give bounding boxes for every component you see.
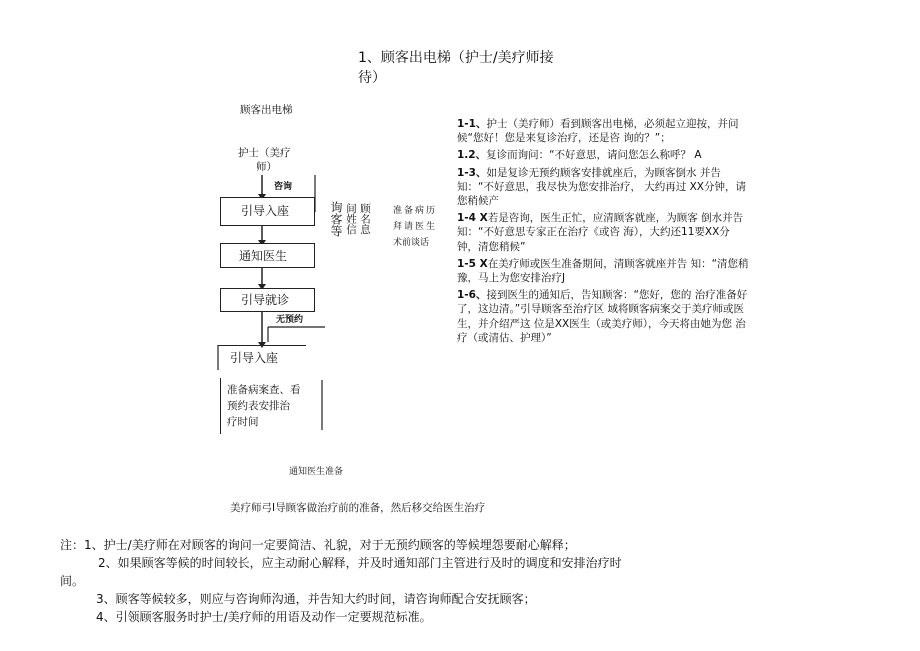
prepare-records-line-3: 术前谈话 xyxy=(393,238,430,248)
prepare-records-note xyxy=(393,203,437,251)
nurse-label-line-1: 护士（美疗 xyxy=(238,147,291,159)
step-item xyxy=(457,257,749,285)
flow-box-seat-label: 引导入座 xyxy=(241,204,290,218)
step-text: 如是复诊无预约顾客安排就座后，为顾客倒水 并告知：“不好意思，我尽快为您安排治疗， 大约再过 XX分钟，请您稍候产 xyxy=(457,166,747,208)
consult-arrow-note: 咨询 xyxy=(274,182,293,192)
prepare-records-line-2: 拜请医生 xyxy=(393,222,438,232)
note-2-cont: 间。 xyxy=(60,574,85,588)
notify-doctor-prep: 通知医生准备 xyxy=(289,467,344,477)
col-customer-info: 顾名息 xyxy=(359,203,371,235)
step-item xyxy=(457,148,749,162)
flow-box-seat2-label: 引导入座 xyxy=(230,351,279,365)
flow-box-seat2 xyxy=(218,345,306,365)
flow-box-prepare xyxy=(220,378,319,434)
step-item xyxy=(457,288,749,345)
note-1 xyxy=(60,536,850,554)
step-text: 复诊而询问：“不好意思，请问您怎么称呼？ A xyxy=(486,149,702,162)
prepare-line-1: 准备病案查、看 xyxy=(227,384,301,396)
flow-box-guide xyxy=(220,288,315,312)
steps-list xyxy=(457,117,749,348)
step-number: 1-3、 xyxy=(457,166,487,179)
flow-box-notify xyxy=(220,243,315,268)
step-number: 1-4 X xyxy=(457,212,488,225)
note-2: 2、如果顾客等候的时间较长，应主动耐心解释，并及时通知部门主管进行及时的调度和安排治疗时 xyxy=(98,556,622,570)
step-item xyxy=(457,117,749,145)
step-number: 1.2、 xyxy=(457,149,487,162)
prepare-line-3: 疗时间 xyxy=(227,416,259,428)
step-item xyxy=(457,166,749,209)
step-text: 护士（美疗师）看到顾客出电梯，必须起立迎按，并问候“您好！您是来复诊治疗，还是咨 询的？”； xyxy=(457,118,739,145)
nurse-label-line-2: 师） xyxy=(256,161,277,173)
flow-start-label: 顾客出电梯 xyxy=(240,104,293,116)
title-line-2: 待） xyxy=(358,70,386,86)
flow-box-guide-label: 引导就诊 xyxy=(241,293,290,307)
step-text: 若是咨询，医生正忙，应清顾客就座，为顾客 倒水并告知：“不好意思专家正在治疗《或咨 海），大约还11要XX分钟，清您稍候” xyxy=(457,212,744,253)
bottom-caption: 美疗师弓I导顾客做治疗前的准备，然后移交给医生治疗 xyxy=(230,502,486,514)
note-4: 4、引领顾客服务时护士/美疗师的用语及动作一定要规范标准。 xyxy=(96,610,432,624)
step-number: 1-6、 xyxy=(457,289,487,302)
flow-box-seat xyxy=(220,197,315,226)
note-3: 3、顾客等候较多，则应与咨询师沟通，并告知大约时间，请咨询师配合安抚顾客； xyxy=(96,592,536,606)
flow-box-notify-label: 通知医生 xyxy=(239,249,288,263)
no-appointment-label: 无预约 xyxy=(276,315,304,325)
page-title xyxy=(358,48,573,88)
step-text: 在美疗师或医生准备期间，清顾客就座并告 知：“清您稍豫，马上为您安排治疗J xyxy=(457,257,749,285)
col-time-name: 间姓信 xyxy=(345,203,357,235)
step-number: 1-5 X xyxy=(457,257,488,270)
flow-box-prepare-text xyxy=(221,378,319,430)
note-1-text: 1、护士/美疗师在对顾客的询问一定要简洁、礼貌，对于无预约顾客的等候埋怨要耐心解释； xyxy=(84,538,576,552)
notes-prefix: 注： xyxy=(60,538,85,552)
col-consult: 询客等 xyxy=(329,201,343,237)
prepare-line-2: 预约表安排治 xyxy=(227,400,290,412)
step-item xyxy=(457,211,749,254)
step-text: 接到医生的通知后，告知顾客：“您好，您的 治疗准备好了，这边清。”引导顾客至治疗区 域将顾客病案交于美疗师或医生，并介绍严这 位是XX医生（或美疗师），今天将由她为您 治疗（或清估、护理）” xyxy=(457,289,748,344)
prepare-records-line-1: 准备病历 xyxy=(393,206,438,216)
step-number: 1-1、 xyxy=(457,118,487,130)
notes-section xyxy=(60,536,850,626)
title-line-1: 1、顾客出电梯（护士/美疗师接 xyxy=(358,50,554,66)
